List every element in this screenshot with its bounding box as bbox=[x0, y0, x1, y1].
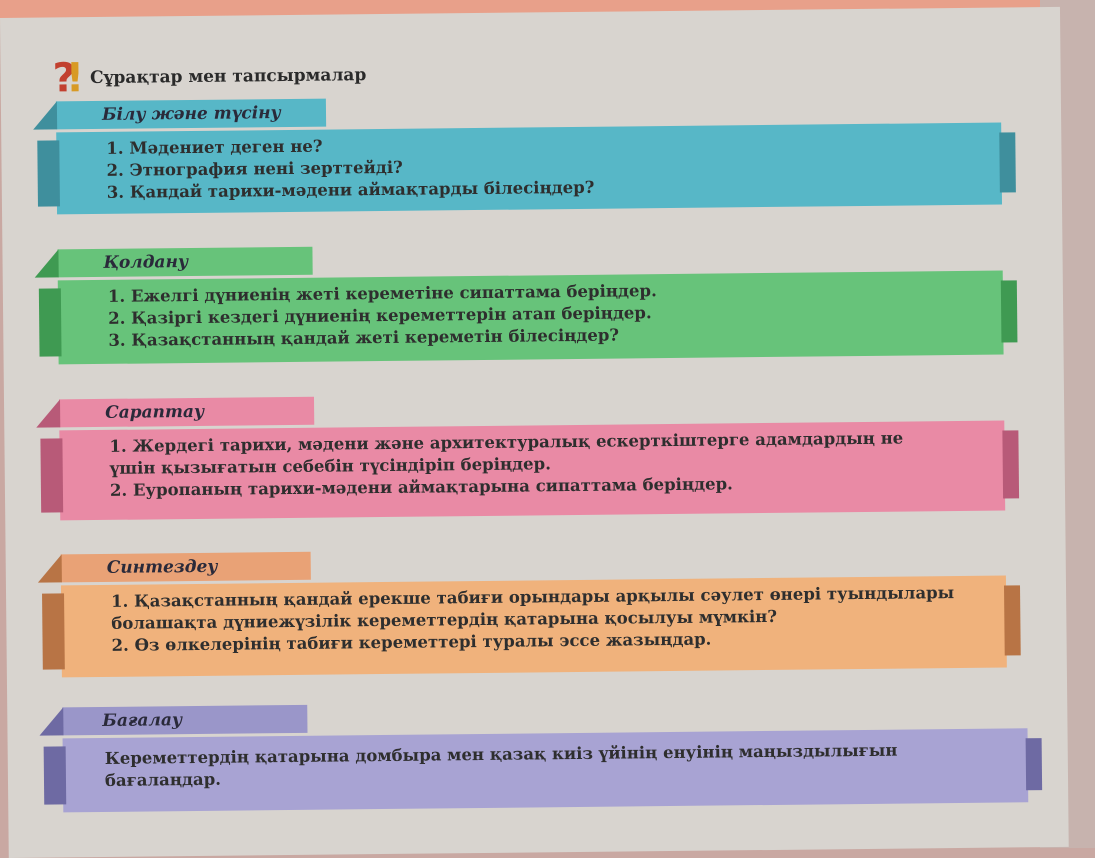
section-tab bbox=[61, 552, 311, 583]
question-line: үшін қызығатын себебін түсіндіріп беріңдер. bbox=[109, 454, 552, 478]
box-fold bbox=[39, 288, 62, 356]
section-title: Сараптау bbox=[105, 401, 205, 423]
box-fold bbox=[999, 132, 1016, 192]
question-line: 2. Этнография нені зерттейді? bbox=[106, 157, 403, 180]
section-box bbox=[61, 575, 1007, 677]
box-fold bbox=[37, 140, 60, 206]
tab-corner bbox=[33, 101, 57, 129]
section-tab bbox=[62, 705, 307, 736]
section-box bbox=[56, 123, 1002, 215]
question-line: 2. Өз өлкелерінің табиғи кереметтері туралы эссе жазыңдар. bbox=[111, 629, 712, 655]
section-title: Бағалау bbox=[102, 710, 183, 731]
section-tab bbox=[59, 397, 314, 428]
question-line: 1. Жердегі тарихи, мәдени және архитектуралық ескерткіштерге адамдардың не bbox=[109, 428, 904, 456]
tab-corner bbox=[38, 554, 62, 582]
section-box bbox=[58, 271, 1004, 365]
box-fold bbox=[1001, 280, 1018, 342]
section-tab bbox=[57, 247, 312, 278]
question-line: 3. Қандай тарихи-мәдени аймақтарды білесіңдер? bbox=[106, 177, 595, 202]
page-title: Сұрақтар мен тапсырмалар bbox=[89, 65, 367, 89]
box-fold bbox=[44, 746, 67, 804]
section-title: Қолдану bbox=[103, 252, 189, 273]
tab-corner bbox=[36, 399, 60, 427]
section-header bbox=[52, 52, 366, 101]
question-line: бағалаңдар. bbox=[104, 769, 222, 790]
box-fold bbox=[42, 593, 65, 669]
question-line: 1. Қазақстанның қандай ерекше табиғи орындары арқылы сәулет өнері туындылары bbox=[111, 583, 955, 611]
question-line: болашақта дүниежүзілік кереметтердің қатарына қосылуы мүмкін? bbox=[111, 606, 778, 633]
section-tab bbox=[56, 99, 326, 130]
section-box bbox=[63, 728, 1029, 812]
question-line: 1. Ежелгі дүниенің жеті кереметіне сипаттама беріңдер. bbox=[107, 281, 657, 306]
box-fold bbox=[1002, 430, 1019, 498]
question-line: Кереметтердің қатарына домбыра мен қазақ киіз үйінің енуінің маңыздылығын bbox=[104, 740, 898, 768]
question-line: 2. Еуропаның тарихи-мәдени аймақтарына сипаттама беріңдер. bbox=[109, 474, 733, 500]
box-fold bbox=[1026, 738, 1043, 790]
section-title: Білу және түсіну bbox=[101, 103, 281, 125]
box-fold bbox=[1004, 585, 1021, 655]
tab-corner bbox=[34, 249, 58, 277]
book-page bbox=[0, 7, 1069, 858]
section-box bbox=[59, 421, 1005, 521]
section-title: Синтездеу bbox=[106, 556, 218, 578]
question-line: 3. Қазақстанның қандай жеті кереметін білесіңдер? bbox=[108, 325, 620, 350]
question-exclamation-icon: ?! bbox=[52, 55, 75, 102]
box-fold bbox=[40, 438, 63, 512]
question-line: 1. Мәдениет деген не? bbox=[106, 136, 323, 158]
question-line: 2. Қазіргі кездегі дүниенің кереметтерін атап беріңдер. bbox=[108, 303, 652, 328]
tab-corner bbox=[39, 707, 63, 735]
